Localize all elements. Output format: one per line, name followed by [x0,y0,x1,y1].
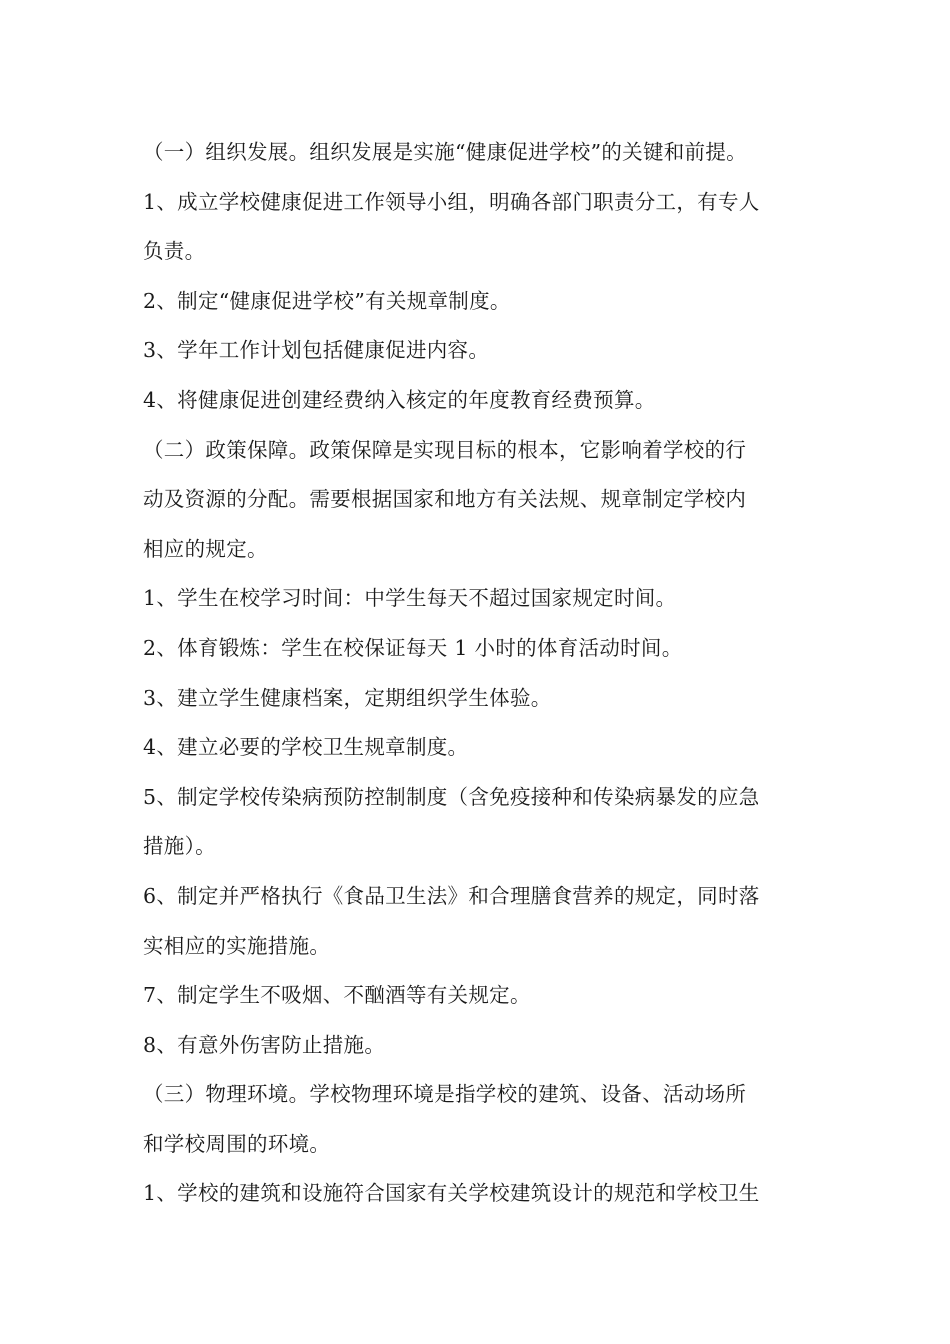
paragraph-line: 相应的规定。 [143,536,268,561]
paragraph-line: 7、制定学生不吸烟、不酗酒等有关规定。 [143,983,531,1008]
paragraph-line: 1、成立学校健康促进工作领导小组，明确各部门职责分工，有专人 [143,189,760,214]
paragraph-line: 8、有意外伤害防止措施。 [143,1032,386,1057]
section-heading-physical-environment: （三）物理环境。学校物理环境是指学校的建筑、设备、活动场所 [143,1082,747,1107]
paragraph-line: 4、建立必要的学校卫生规章制度。 [143,735,469,760]
paragraph-line: 1、学生在校学习时间：中学生每天不超过国家规定时间。 [143,586,677,611]
paragraph-line: 3、学年工作计划包括健康促进内容。 [143,338,490,363]
paragraph-line: 和学校周围的环境。 [143,1131,331,1156]
paragraph-line: 措施）。 [143,834,216,859]
section-heading-policy: （二）政策保障。政策保障是实现目标的根本，它影响着学校的行 [143,437,747,462]
section-heading-organization: （一）组织发展。组织发展是实施“健康促进学校”的关键和前提。 [143,140,747,164]
paragraph-line: 负责。 [143,239,206,264]
paragraph-line: 动及资源的分配。需要根据国家和地方有关法规、规章制定学校内 [143,487,747,512]
paragraph-line: 6、制定并严格执行《食品卫生法》和合理膳食营养的规定，同时落 [143,883,760,908]
paragraph-line: 3、建立学生健康档案，定期组织学生体验。 [143,685,552,710]
document-body [143,130,813,1221]
paragraph-line: 4、将健康促进创建经费纳入核定的年度教育经费预算。 [143,387,656,412]
paragraph-line: 实相应的实施措施。 [143,933,331,958]
paragraph-line: 1、学校的建筑和设施符合国家有关学校建筑设计的规范和学校卫生 [143,1181,760,1206]
paragraph-line: 5、制定学校传染病预防控制制度（含免疫接种和传染病暴发的应急 [143,784,760,809]
paragraph-line: 2、体育锻炼：学生在校保证每天 1 小时的体育活动时间。 [143,635,683,660]
paragraph-line: 2、制定“健康促进学校”有关规章制度。 [143,288,511,313]
